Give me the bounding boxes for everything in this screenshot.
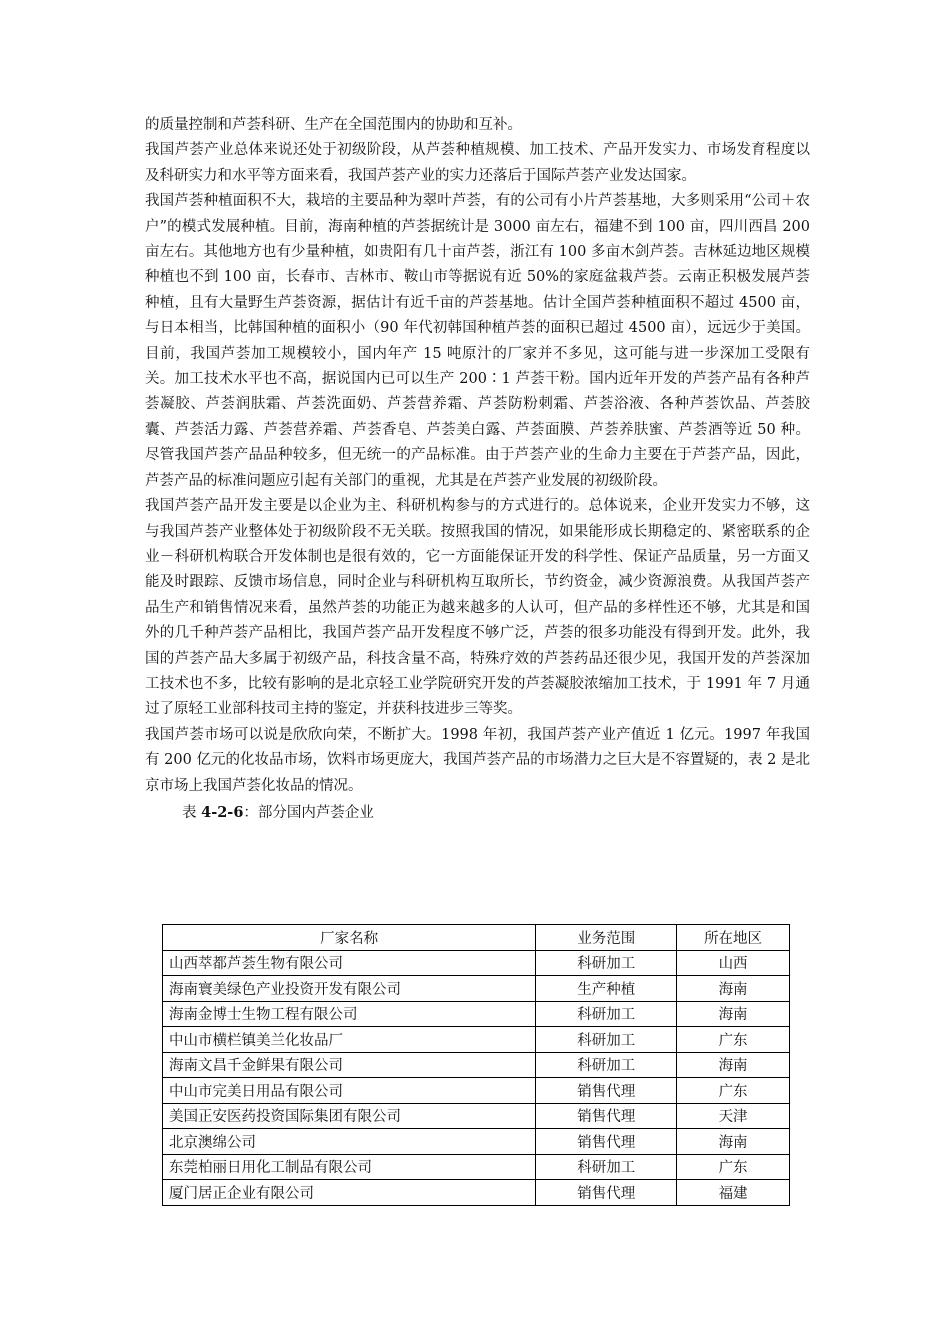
table-row	[163, 1001, 790, 1027]
region-cell: 海南	[677, 976, 790, 1002]
caption-number: 4-2-6	[201, 803, 244, 821]
caption-text: ：部分国内芦荟企业	[243, 804, 374, 821]
paragraph: 我国芦荟产品开发主要是以企业为主、科研机构参与的方式进行的。总体说来，企业开发实力不够，这与我国芦荟产业整体处于初级阶段不无关联。按照我国的情况，如果能形成长期稳定的、紧密联系的企业－科研机构联合开发体制也是很有效的，它一方面能保证开发的科学性、保证产品质量，另一方面又能及时跟踪、反馈市场信息，同时企业与科研机构互取所长，节约资金，减少资源浪费。从我国芦荟产品生产和销售情况来看，虽然芦荟的功能正为越来越多的人认可，但产品的多样性还不够，尤其是和国外的几千种芦荟产品相比，我国芦荟产品开发程度不够广泛，芦荟的很多功能没有得到开发。此外，我国的芦荟产品大多属于初级产品，科技含量不高，特殊疗效的芦荟药品还很少见，我国开发的芦荟深加工技术也不多，比较有影响的是北京轻工业学院研究开发的芦荟凝胶浓缩加工技术，于 1991 年 7 月通过了原轻工业部科技司主持的鉴定，并获科技进步三等奖。	[145, 498, 810, 718]
table-row	[163, 1180, 790, 1206]
company-name-cell: 美国正安医药投资国际集团有限公司	[163, 1103, 536, 1129]
table-caption	[145, 799, 810, 827]
company-name-cell: 海南金博士生物工程有限公司	[163, 1001, 536, 1027]
business-scope-cell: 销售代理	[536, 1129, 677, 1155]
paragraph: 我国芦荟种植面积不大，栽培的主要品种为翠叶芦荟，有的公司有小片芦荟基地，大多则采用“公司＋农户”的模式发展种植。目前，海南种植的芦荟据统计是 3000 亩左右，福建不到 100 亩，四川西昌 200 亩左右。其他地方也有少量种植，如贵阳有几十亩芦荟，浙江有 100 多亩木剑芦荟。吉林延边地区规模种植也不到 100 亩，长春市、吉林市、鞍山市等据说有近 50%的家庭盆栽芦荟。云南正积极发展芦荟种植，且有大量野生芦荟资源，据估计有近千亩的芦荟基地。估计全国芦荟种植面积不超过 4500 亩，与日本相当，比韩国种植的面积小（90 年代初韩国种植芦荟的面积已超过 4500 亩），远远少于美国。目前，我国芦荟加工规模较小，国内年产 15 吨原汁的厂家并不多见，这可能与进一步深加工受限有关。加工技术水平也不高，据说国内已可以生产 200∶1 芦荟干粉。国内近年开发的芦荟产品有各种芦荟凝胶、芦荟润肤霜、芦荟洗面奶、芦荟营养霜、芦荟防粉刺霜、芦荟浴液、各种芦荟饮品、芦荟胶囊、芦荟活力露、芦荟营养霜、芦荟香皂、芦荟美白露、芦荟面膜、芦荟养肤蜜、芦荟酒等近 50 种。尽管我国芦荟产品品种较多，但无统一的产品标准。由于芦荟产业的生命力主要在于芦荟产品，因此，芦荟产品的标准问题应引起有关部门的重视，尤其是在芦荟产业发展的初级阶段。	[145, 193, 810, 489]
region-cell: 广东	[677, 1027, 790, 1053]
table-row	[163, 1078, 790, 1104]
table-row	[163, 976, 790, 1002]
business-scope-cell: 科研加工	[536, 1027, 677, 1053]
business-scope-cell: 销售代理	[536, 1103, 677, 1129]
company-name-cell: 海南文昌千金鲜果有限公司	[163, 1052, 536, 1078]
business-scope-cell: 科研加工	[536, 1154, 677, 1180]
table-row	[163, 1154, 790, 1180]
business-scope-cell: 科研加工	[536, 1001, 677, 1027]
company-name-cell: 中山市完美日用品有限公司	[163, 1078, 536, 1104]
document-body	[145, 113, 810, 827]
company-name-cell: 厦门居正企业有限公司	[163, 1180, 536, 1206]
paragraph: 的质量控制和芦荟科研、生产在全国范围内的协助和互补。	[145, 117, 522, 133]
business-scope-cell: 销售代理	[536, 1180, 677, 1206]
table-row	[163, 1103, 790, 1129]
region-cell: 天津	[677, 1103, 790, 1129]
paragraph: 我国芦荟产业总体来说还处于初级阶段，从芦荟种植规模、加工技术、产品开发实力、市场发育程度以及科研实力和水平等方面来看，我国芦荟产业的实力还落后于国际芦荟产业发达国家。	[145, 142, 810, 184]
company-name-cell: 东莞柏丽日用化工制品有限公司	[163, 1154, 536, 1180]
paragraph: 我国芦荟市场可以说是欣欣向荣，不断扩大。1998 年初，我国芦荟产业产值近 1 亿元。1997 年我国有 200 亿元的化妆品市场，饮料市场更庞大，我国芦荟产品的市场潜力之巨大是不容置疑的，表 2 是北京市场上我国芦荟化妆品的情况。	[145, 726, 810, 794]
business-scope-cell: 科研加工	[536, 950, 677, 976]
region-cell: 广东	[677, 1154, 790, 1180]
company-name-cell: 北京澳绵公司	[163, 1129, 536, 1155]
company-name-cell: 海南寰美绿色产业投资开发有限公司	[163, 976, 536, 1002]
business-scope-cell: 科研加工	[536, 1052, 677, 1078]
region-cell: 海南	[677, 1129, 790, 1155]
region-cell: 福建	[677, 1180, 790, 1206]
company-table	[162, 924, 790, 1206]
table-row	[163, 1052, 790, 1078]
company-name-cell: 山西萃都芦荟生物有限公司	[163, 950, 536, 976]
header-company-name: 厂家名称	[163, 925, 536, 951]
business-scope-cell: 生产种植	[536, 976, 677, 1002]
table-header-row	[163, 925, 790, 951]
header-region: 所在地区	[677, 925, 790, 951]
table-row	[163, 1129, 790, 1155]
table-row	[163, 950, 790, 976]
caption-prefix: 表	[182, 804, 202, 821]
region-cell: 海南	[677, 1052, 790, 1078]
region-cell: 山西	[677, 950, 790, 976]
header-business-scope: 业务范围	[536, 925, 677, 951]
region-cell: 广东	[677, 1078, 790, 1104]
company-name-cell: 中山市横栏镇美兰化妆品厂	[163, 1027, 536, 1053]
table-row	[163, 1027, 790, 1053]
business-scope-cell: 销售代理	[536, 1078, 677, 1104]
region-cell: 海南	[677, 1001, 790, 1027]
